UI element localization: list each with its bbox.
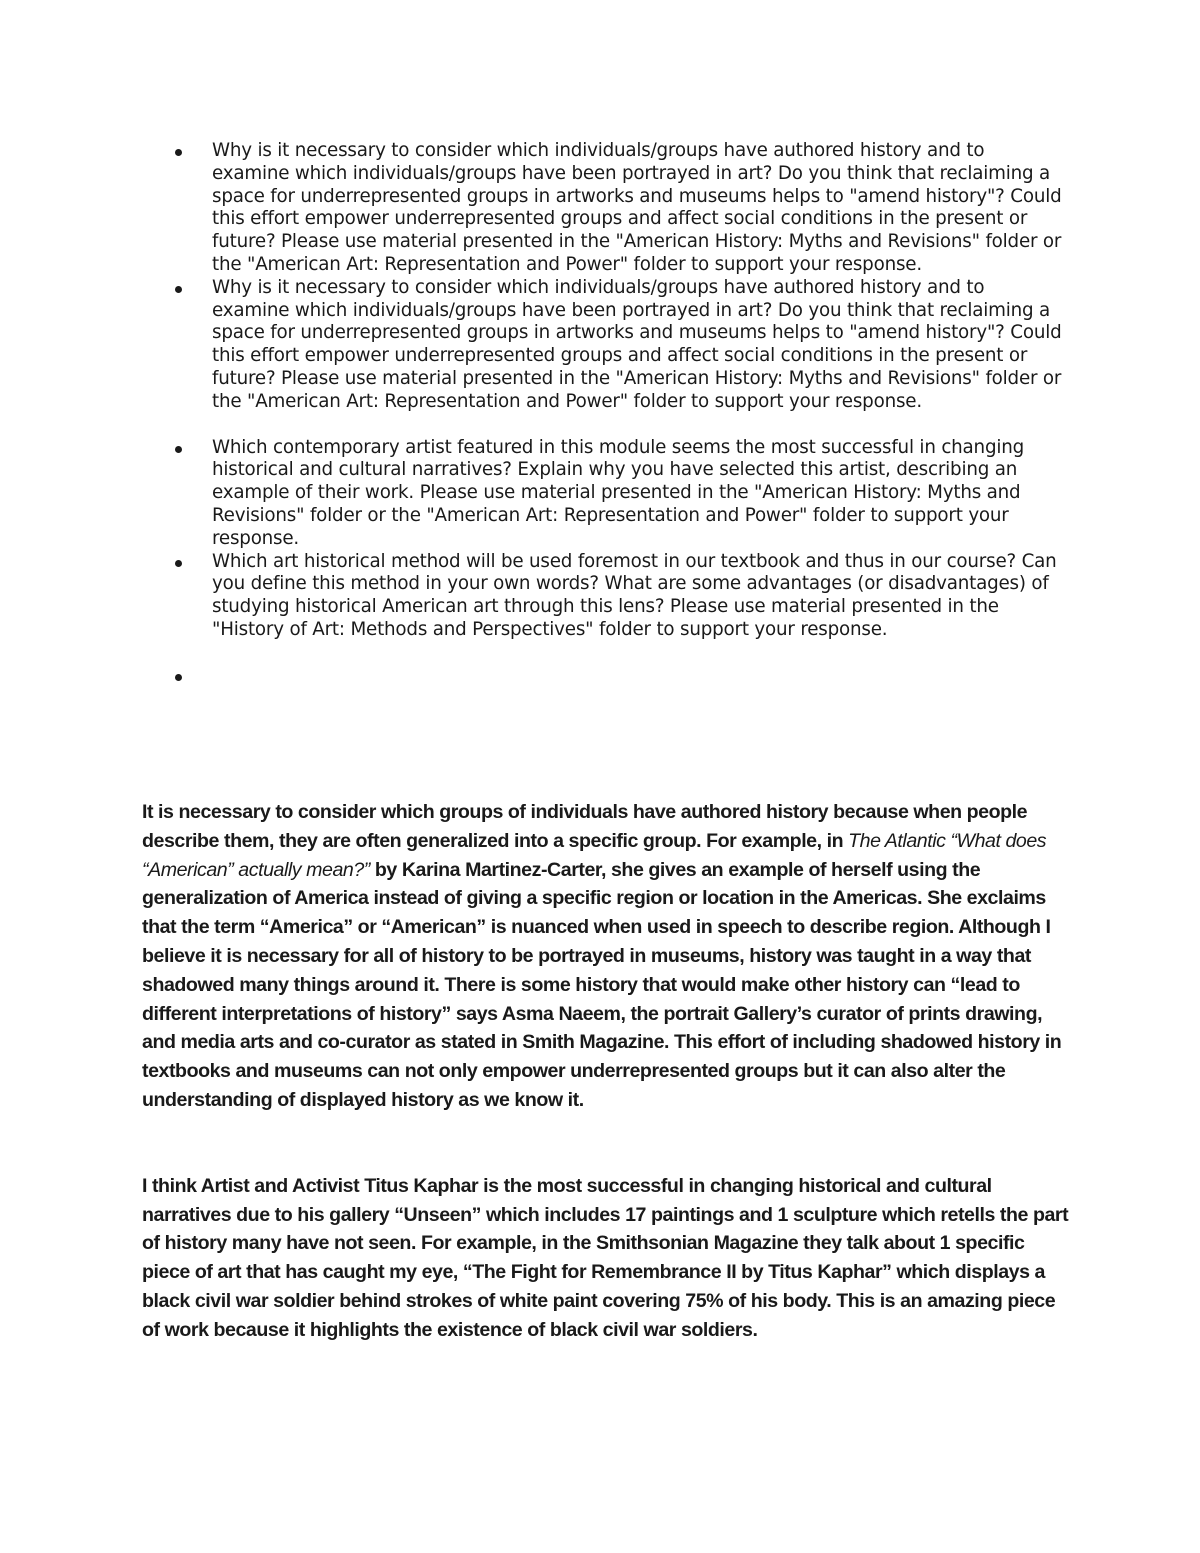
list-item: [0, 551, 1200, 642]
question-text: Why is it necessary to consider which individuals/groups have authored history and to examine which individuals/groups have been portrayed in art? Do you think that reclaiming a space for underrepresented groups in artworks and museums helps to "amend history"? Could this effort empower underrepresented groups and affect social conditions in the present or future? Please use material presented in the "American History: Myths and Revisions" folder or the "American Art: Representation and Power" folder to support your response.: [212, 276, 1062, 412]
paragraph-text: I think Artist and Activist Titus Kaphar is the most successful in changing historical and cultural narratives due to his gallery “Unseen” which includes 17 paintings and 1 sculpture which retells the part of history many have not seen. For example, in the Smithsonian Magazine they talk about 1 specific piece of art that has caught my eye, “The Fight for Remembrance II by Titus Kaphar” which displays a black civil war soldier behind strokes of white paint covering 75% of his body. This is an amazing piece of work because it highlights the existence of black civil war soldiers.: [142, 1174, 1069, 1341]
bullet-icon: [175, 149, 182, 156]
essay-paragraph-1: [142, 798, 1072, 1115]
publication-title: The Atlantic “What does “American” actually mean?”: [142, 829, 1047, 881]
list-item: [0, 437, 1200, 551]
list-item: [0, 140, 1200, 277]
bullet-icon: [175, 674, 182, 681]
bullet-icon: [175, 560, 182, 567]
paragraph-text: It is necessary to consider which groups of individuals have authored history because when people describe them, they are often generalized into a specific group. For example, in: [142, 801, 1028, 852]
essay-body: [142, 798, 1072, 1345]
bullet-icon: [175, 286, 182, 293]
essay-paragraph-2: [142, 1172, 1072, 1345]
empty-list-item: [0, 665, 1200, 688]
question-text: Why is it necessary to consider which individuals/groups have authored history and to examine which individuals/groups have been portrayed in art? Do you think that reclaiming a space for underrepresented groups in artworks and museums helps to "amend history"? Could this effort empower underrepresented groups and affect social conditions in the present or future? Please use material presented in the "American History: Myths and Revisions" folder or the "American Art: Representation and Power" folder to support your response.: [212, 140, 1062, 275]
paragraph-text: by Karina Martinez-Carter, she gives an example of herself using the generalization of America instead of giving a specific region or location in the Americas. She exclaims that the term “America” or “American” is nuanced when used in speech to describe region. Although I believe it is necessary for all of history to be portrayed in museums, history was taught in a way that shadowed many things around it. There is some history that would make other history can “lead to different interpretations of history” says Asma Naeem, the portrait Gallery’s curator of prints drawing, and media arts and co-curator as stated in Smith Magazine. This effort of including shadowed history in textbooks and museums can not only empower underrepresented groups but it can also alter the understanding of displayed history as we know it.: [142, 858, 1062, 1111]
question-text: Which art historical method will be used foremost in our textbook and thus in our course? Can you define this method in your own words? What are some advantages (or disadvantages) of studying historical American art through this lens? Please use material presented in the "History of Art: Methods and Perspectives" folder to support your response.: [212, 550, 1057, 640]
bullet-icon: [175, 446, 182, 453]
question-text: Which contemporary artist featured in this module seems the most successful in changing historical and cultural narratives? Explain why you have selected this artist, describing an example of their work. Please use material presented in the "American History: Myths and Revisions" folder or the "American Art: Representation and Power" folder to support your response.: [212, 436, 1025, 549]
list-item: [0, 277, 1200, 414]
question-list: [0, 140, 1200, 688]
